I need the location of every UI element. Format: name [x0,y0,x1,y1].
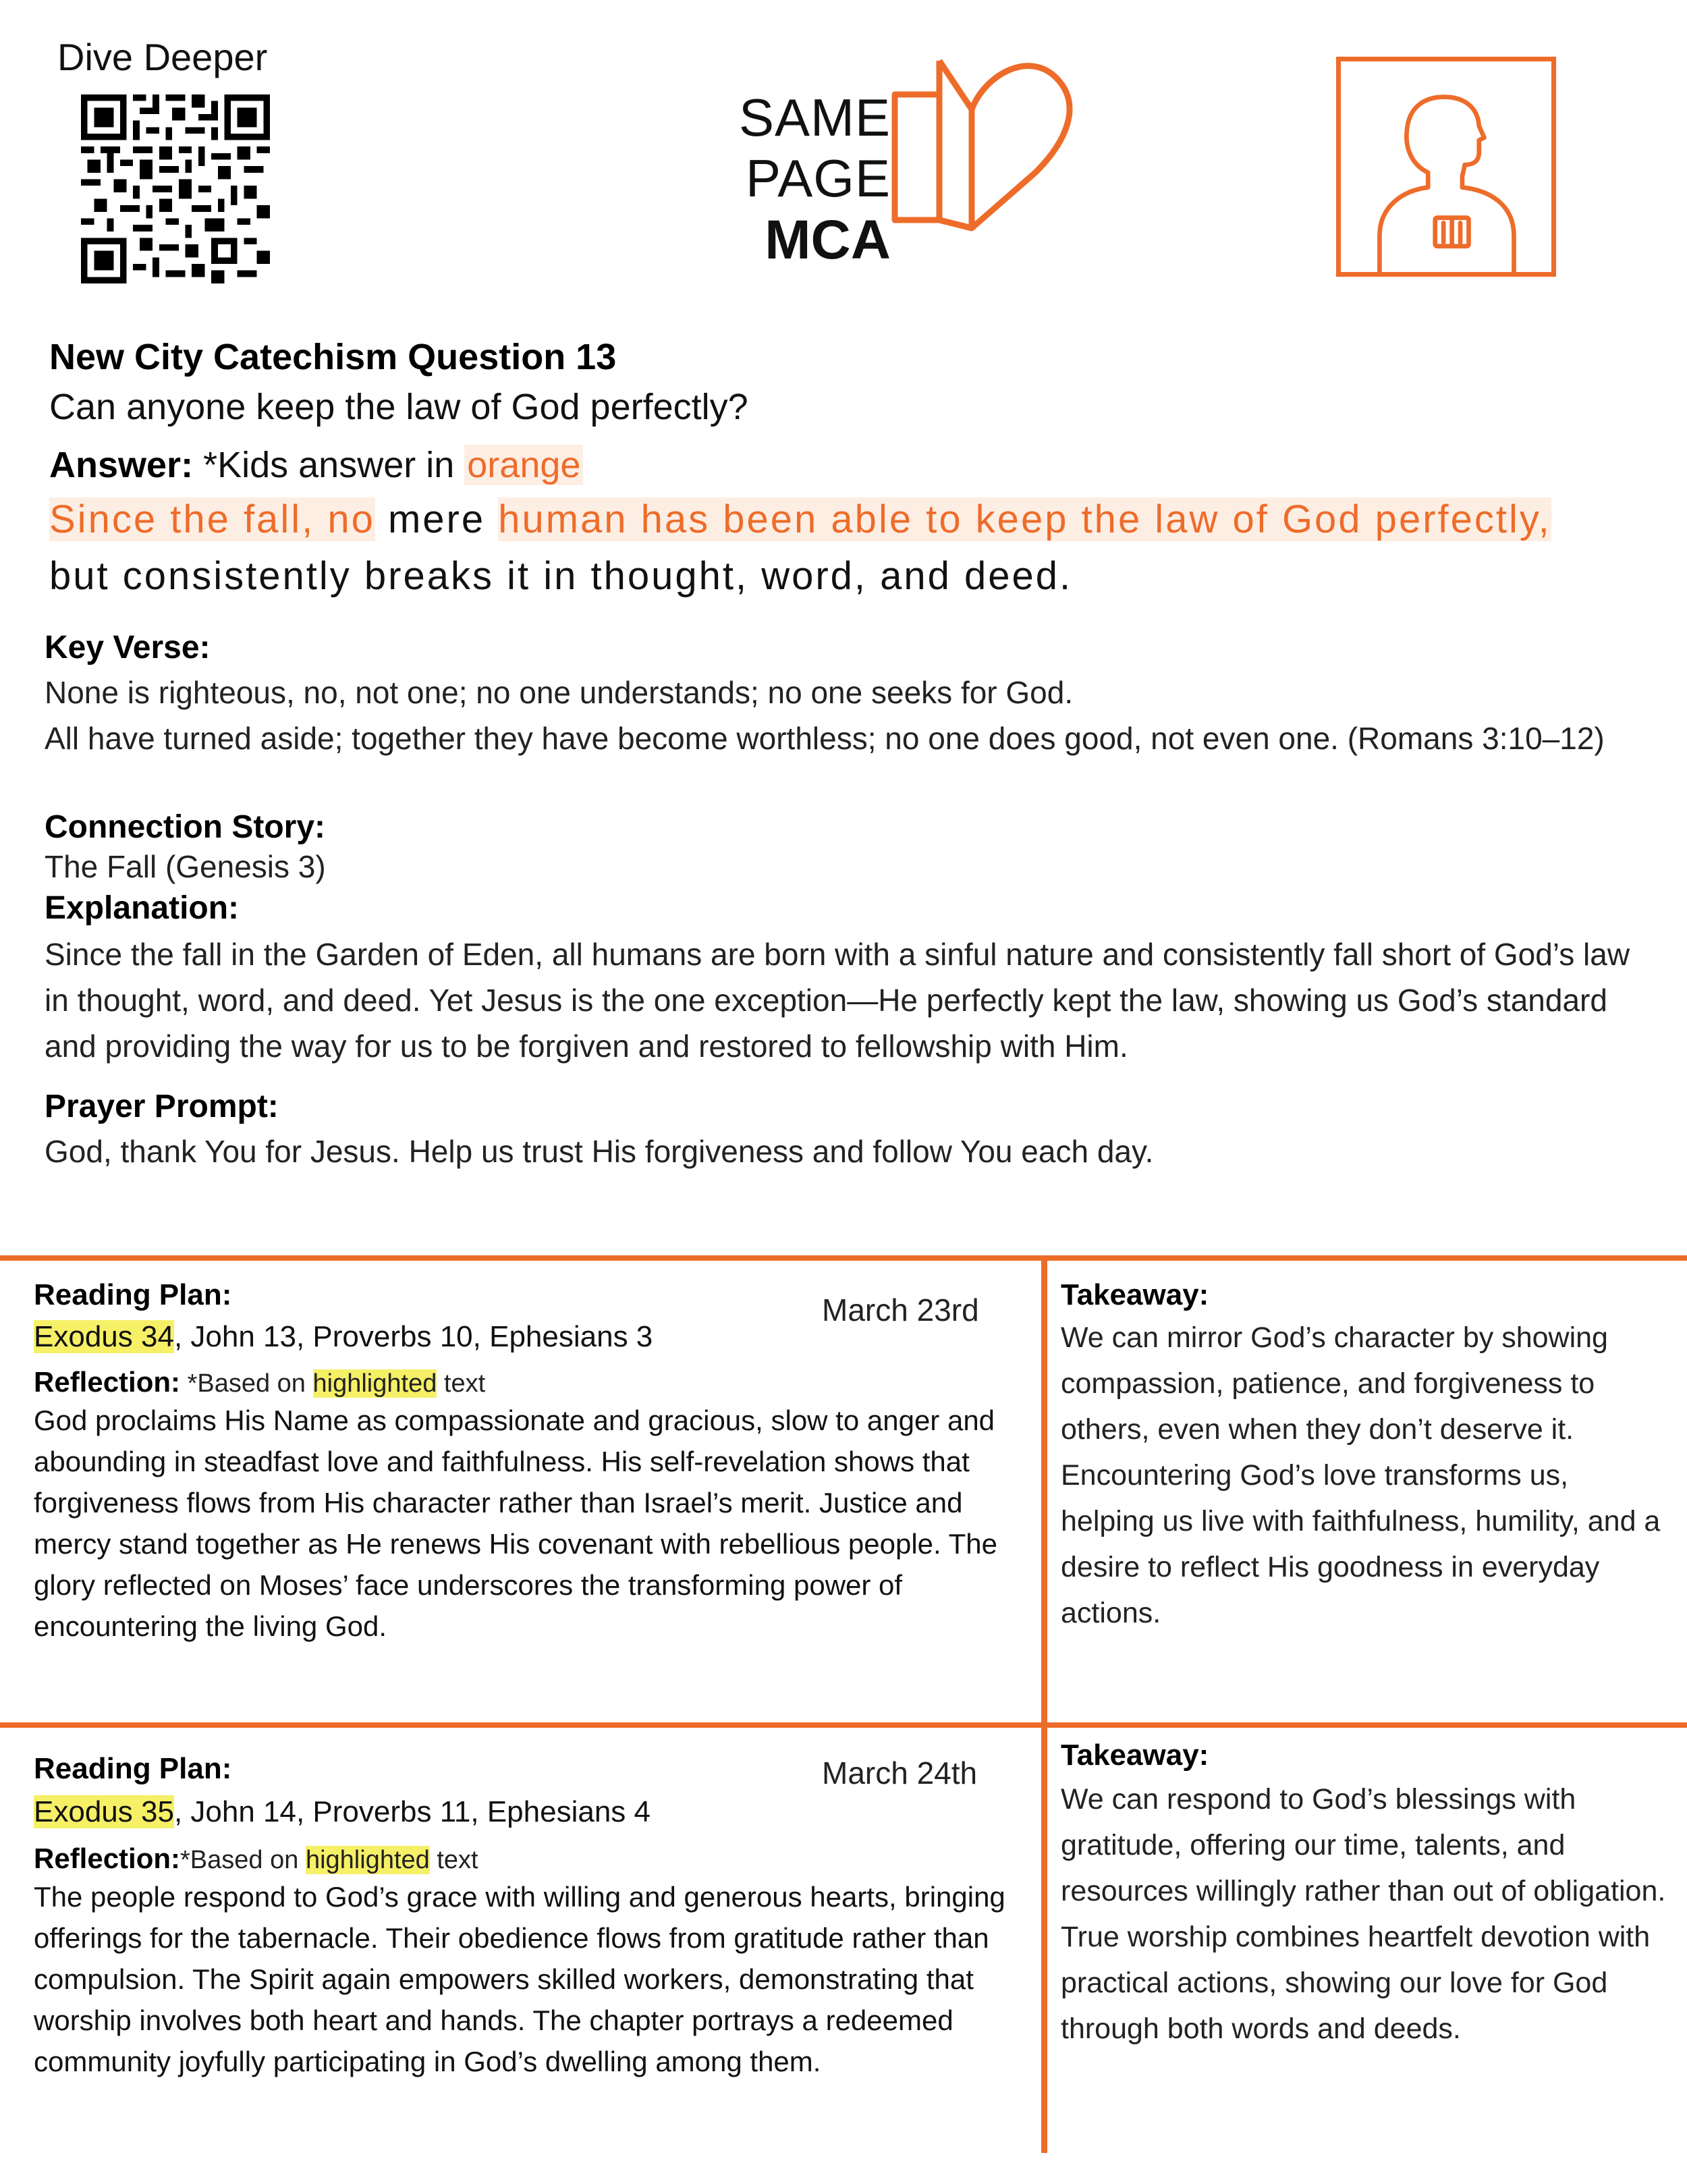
reading-date: March 23rd [822,1292,979,1328]
text-word: text [443,1369,486,1398]
connection-story-heading: Connection Story: [45,809,325,845]
divider-middle [0,1722,1687,1728]
logo-line-1: SAME PAGE [738,88,891,208]
open-book-heart-icon [891,54,1080,243]
answer-kids-part-1: Since the fall, no [49,497,375,541]
answer-label: Answer: [49,445,194,485]
reflection-label-line [34,1366,485,1398]
qr-code-icon[interactable] [81,94,270,283]
kids-note: *Kids answer in [203,445,455,485]
connection-story-text: The Fall (Genesis 3) [45,849,326,884]
explanation-text: Since the fall in the Garden of Eden, all humans are born with a sinful nature and consistently fall short of God’s law in thought, word, and deed. Yet Jesus is the one exception—He perfectly kept the law, showing us God’s standard and providing the way for us to be forgiven and restored to fellowship with Him. [45,937,1630,1064]
other-references: , John 14, Proverbs 11, Ephesians 4 [173,1795,651,1828]
highlighted-reference: Exodus 34 [34,1320,174,1353]
reading-date: March 24th [822,1755,978,1791]
highlighted-word: highlighted [305,1846,430,1874]
based-on-note: *Based on [187,1369,306,1398]
answer-adult-part-2: but consistently breaks it in thought, word, and deed. [49,554,1073,598]
reflection-label: Reflection: [34,1366,181,1398]
person-reading-icon [1336,57,1556,277]
answer-label-line [49,444,583,486]
prayer-text: God, thank You for Jesus. Help us trust His forgiveness and follow You each day. [45,1134,1154,1169]
divider-top [0,1255,1687,1261]
kids-note-orange: orange [464,445,583,485]
answer-kids-part-2: human has been able to keep the law of God perfectly, [498,497,1551,541]
takeaway-heading: Takeaway: [1061,1739,1209,1772]
catechism-title: New City Catechism Question 13 [49,337,617,377]
reflection-label-line [34,1842,478,1875]
takeaway-heading: Takeaway: [1061,1278,1209,1311]
reading-plan-heading: Reading Plan: [34,1278,232,1311]
logo-wordmark [594,88,891,273]
logo-line-2: MCA [765,209,891,271]
text-word: text [437,1846,478,1874]
highlighted-reference: Exodus 35 [34,1795,174,1828]
reading-plan-heading: Reading Plan: [34,1752,232,1785]
prayer-heading: Prayer Prompt: [45,1089,279,1124]
highlighted-word: highlighted [312,1369,437,1398]
reading-references [34,1795,651,1829]
other-references: , John 13, Proverbs 10, Ephesians 3 [173,1320,653,1353]
key-verse-line-1: None is righteous, no, not one; no one understands; no one seeks for God. [45,675,1074,710]
reflection-text: The people respond to God’s grace with willing and generous hearts, bringing offerings for the tabernacle. Their obedience flows from gratitude rather than compulsion. The Spirit again empowers skilled workers, demonstrating that worship involves both heart and hands. The chapter portrays a redeemed community joyfully participating in God’s dwelling among them. [34,1881,1005,2077]
catechism-answer [49,491,1601,605]
catechism-question: Can anyone keep the law of God perfectly? [49,387,748,427]
reflection-text: God proclaims His Name as compassionate and gracious, slow to anger and abounding in steadfast love and faithfulness. His self-revelation shows that forgiveness flows from His character rather than Israel’s merit. Justice and mercy stand together as He renews His covenant with rebellious people. The glory reflected on Moses’ face underscores the transforming power of encountering the living God. [34,1404,997,1642]
key-verse-line-2: All have turned aside; together they have become worthless; no one does good, not even one. (Romans 3:10–12) [45,721,1605,756]
takeaway-text: We can mirror God’s character by showing compassion, patience, and forgiveness to others, even when they don’t deserve it. Encountering God’s love transforms us, helping us live with faithfulness, humility, and a desire to reflect His goodness in everyday actions. [1061,1321,1661,1629]
reading-references [34,1320,653,1354]
answer-adult-part-1: mere [375,497,499,541]
takeaway-text: We can respond to God’s blessings with gratitude, offering our time, talents, and resources willingly rather than out of obligation. True worship combines heartfelt devotion with practical actions, showing our love for God through both words and deeds. [1061,1783,1666,2045]
explanation-heading: Explanation: [45,890,240,926]
reflection-label: Reflection: [34,1842,181,1874]
key-verse-heading: Key Verse: [45,630,211,665]
based-on-note: *Based on [180,1846,299,1874]
dive-deeper-label: Dive Deeper [57,36,268,78]
